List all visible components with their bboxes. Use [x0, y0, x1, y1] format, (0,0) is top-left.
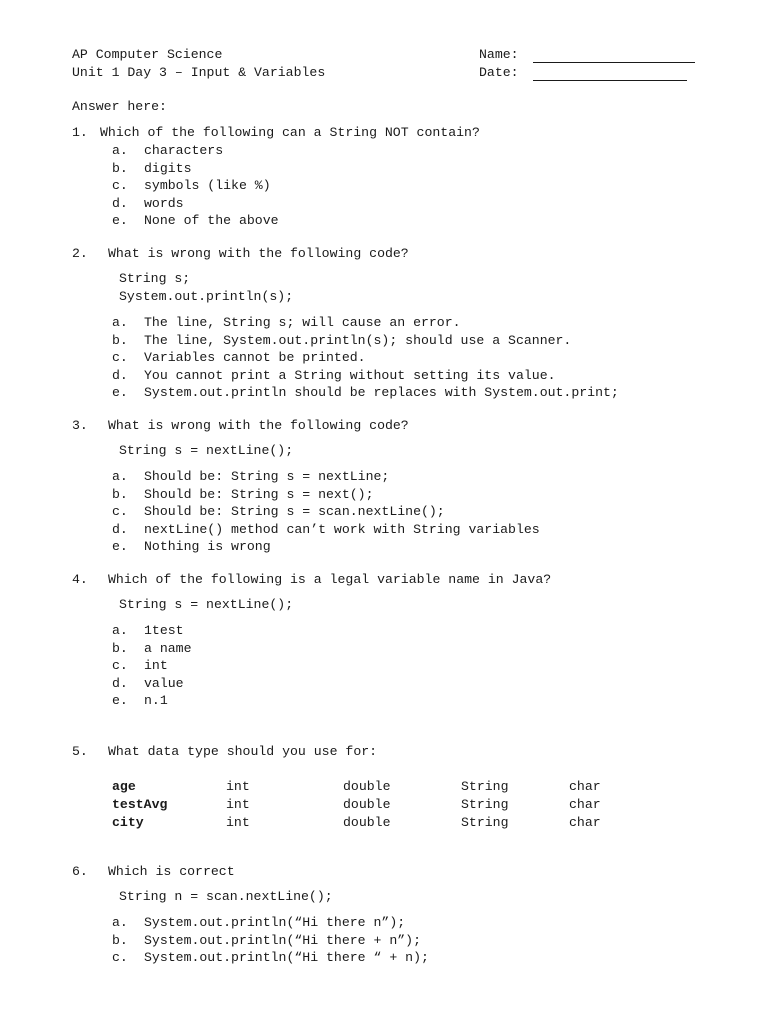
list-item[interactable]: c. Should be: String s = scan.nextLine(); — [112, 504, 445, 519]
type-choice[interactable]: String — [461, 815, 509, 830]
question-1-text: Which of the following can a String NOT contain? — [100, 125, 480, 140]
type-choice[interactable]: double — [343, 779, 391, 794]
question-3-code-line-1: String s = nextLine(); — [119, 443, 294, 458]
type-choice[interactable]: String — [461, 797, 509, 812]
question-4-text: Which of the following is a legal variable name in Java? — [108, 572, 552, 587]
question-2-number: 2. — [72, 246, 88, 261]
list-item[interactable]: e. None of the above — [112, 213, 279, 228]
name-label: Name: — [479, 47, 519, 62]
answer-here-label: Answer here: — [72, 99, 167, 114]
list-item[interactable]: c. Variables cannot be printed. — [112, 350, 366, 365]
list-item[interactable]: c. int — [112, 658, 168, 673]
type-choice[interactable]: int — [226, 779, 250, 794]
question-2-code-line-2: System.out.println(s); — [119, 289, 294, 304]
list-item[interactable]: a. 1test — [112, 623, 184, 638]
type-choice[interactable]: int — [226, 797, 250, 812]
list-item[interactable]: a. Should be: String s = nextLine; — [112, 469, 390, 484]
list-item[interactable]: e. Nothing is wrong — [112, 539, 271, 554]
course-title: AP Computer Science — [72, 47, 223, 62]
name-blank-line[interactable] — [533, 50, 695, 63]
list-item[interactable]: a. characters — [112, 143, 224, 158]
question-2-code-line-1: String s; — [119, 271, 191, 286]
list-item[interactable]: c. symbols (like %) — [112, 178, 271, 193]
question-2-options — [112, 314, 619, 402]
unit-title: Unit 1 Day 3 – Input & Variables — [72, 65, 326, 80]
list-item[interactable]: b. Should be: String s = next(); — [112, 486, 374, 502]
list-item[interactable]: c. System.out.println(“Hi there “ + n); — [112, 950, 429, 965]
question-3-text: What is wrong with the following code? — [108, 418, 409, 433]
variable-name: city — [112, 815, 144, 830]
list-item[interactable]: e. System.out.println should be replaces with System.out.print; — [112, 385, 619, 400]
question-5-text: What data type should you use for: — [108, 744, 378, 759]
question-2-text: What is wrong with the following code? — [108, 246, 409, 261]
question-6-code-line-1: String n = scan.nextLine(); — [119, 889, 333, 904]
list-item[interactable]: a. The line, String s; will cause an error. — [112, 315, 461, 330]
variable-name: testAvg — [112, 797, 168, 812]
question-4-code-line-1: String s = nextLine(); — [119, 597, 294, 612]
list-item[interactable]: d. nextLine() method can’t work with String variables — [112, 521, 540, 537]
date-label: Date: — [479, 65, 519, 80]
list-item[interactable]: d. value — [112, 675, 184, 691]
type-choice[interactable]: String — [461, 779, 509, 794]
date-blank-line[interactable] — [533, 68, 687, 81]
question-4-options — [112, 622, 191, 710]
type-choice[interactable]: double — [343, 815, 391, 830]
list-item[interactable]: e. n.1 — [112, 693, 168, 708]
type-choice[interactable]: double — [343, 797, 391, 812]
type-choice[interactable]: char — [569, 815, 601, 830]
question-1-number: 1. — [72, 125, 88, 140]
list-item[interactable]: d. words — [112, 195, 184, 211]
list-item[interactable]: d. You cannot print a String without setting its value. — [112, 367, 556, 383]
question-1-options — [112, 142, 279, 230]
list-item[interactable]: b. digits — [112, 160, 192, 176]
question-6-number: 6. — [72, 864, 88, 879]
list-item[interactable]: b. The line, System.out.println(s); should use a Scanner. — [112, 332, 572, 348]
list-item[interactable]: a. System.out.println(“Hi there n”); — [112, 915, 406, 930]
variable-name: age — [112, 779, 136, 794]
question-4-number: 4. — [72, 572, 88, 587]
type-choice[interactable]: int — [226, 815, 250, 830]
question-6-text: Which is correct — [108, 864, 235, 879]
list-item[interactable]: b. System.out.println(“Hi there + n”); — [112, 932, 421, 948]
type-choice[interactable]: char — [569, 797, 601, 812]
question-6-options — [112, 914, 429, 967]
question-3-options — [112, 468, 540, 556]
question-3-number: 3. — [72, 418, 88, 433]
type-choice[interactable]: char — [569, 779, 601, 794]
list-item[interactable]: b. a name — [112, 640, 192, 656]
question-5-number: 5. — [72, 744, 88, 759]
